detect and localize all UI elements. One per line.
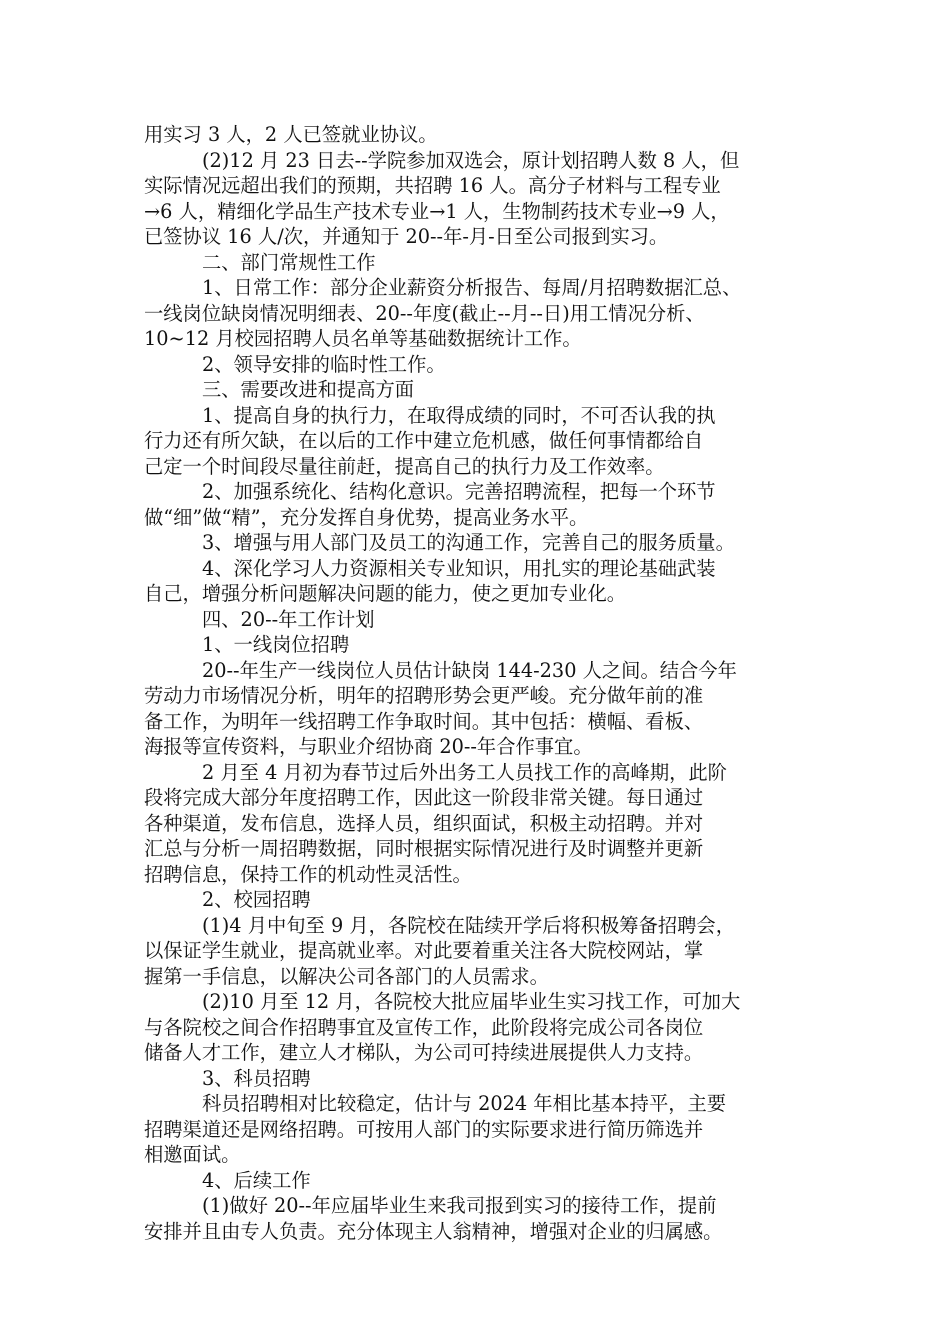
text-line: 已签协议 16 人/次，并通知于 20--年-月-日至公司报到实习。 [144, 225, 669, 248]
text-line: 用实习 3 人，2 人已签就业协议。 [144, 123, 438, 146]
text-line: 三、需要改进和提高方面 [202, 378, 415, 401]
text-line: 储备人才工作，建立人才梯队，为公司可持续进展提供人力支持。 [144, 1041, 704, 1064]
text-line: 四、20--年工作计划 [202, 607, 375, 631]
text-line: 2、加强系统化、结构化意识。完善招聘流程，把每一个环节 [202, 480, 716, 503]
text-line: (1)4 月中旬至 9 月，各院校在陆续开学后将积极筹备招聘会， [202, 913, 735, 937]
text-line: 招聘信息，保持工作的机动性灵活性。 [144, 862, 472, 886]
text-line: 与各院校之间合作招聘事宜及宣传工作，此阶段将完成公司各岗位 [144, 1015, 704, 1039]
text-line: 劳动力市场情况分析，明年的招聘形势会更严峻。充分做年前的准 [144, 684, 704, 707]
text-line: 实际情况远超出我们的预期，共招聘 16 人。高分子材料与工程专业 [144, 174, 721, 197]
text-line: (2)10 月至 12 月，各院校大批应届毕业生实习找工作，可加大 [202, 990, 741, 1013]
text-line: 2、校园招聘 [202, 888, 311, 911]
text-line: 4、深化学习人力资源相关专业知识，用扎实的理论基础武装 [202, 556, 716, 580]
text-line: 汇总与分析一周招聘数据，同时根据实际情况进行及时调整并更新 [144, 837, 704, 860]
text-line: 2 月至 4 月初为春节过后外出务工人员找工作的高峰期，此阶 [202, 760, 727, 784]
text-line: 己定一个时间段尽量往前赶，提高自己的执行力及工作效率。 [144, 454, 665, 478]
text-line: 二、部门常规性工作 [202, 250, 376, 274]
text-line: 3、增强与用人部门及员工的沟通工作，完善自己的服务质量。 [202, 531, 735, 554]
text-line: 10~12 月校园招聘人员名单等基础数据统计工作。 [144, 327, 582, 350]
text-line: 1、提高自身的执行力，在取得成绩的同时，不可否认我的执 [202, 403, 716, 427]
text-line: 行力还有所欠缺，在以后的工作中建立危机感，做任何事情都给自 [144, 429, 704, 452]
text-line: 4、后续工作 [202, 1168, 311, 1192]
text-line: 一线岗位缺岗情况明细表、20--年度(截止--月--日)用工情况分析、 [144, 301, 705, 325]
text-line: 20--年生产一线岗位人员估计缺岗 144-230 人之间。结合今年 [202, 658, 737, 682]
text-line: 自己，增强分析问题解决问题的能力，使之更加专业化。 [144, 582, 627, 605]
text-line: 1、一线岗位招聘 [202, 633, 350, 656]
document-body [144, 122, 824, 1244]
text-line: 安排并且由专人负责。充分体现主人翁精神，增强对企业的归属感。 [144, 1219, 723, 1243]
text-line: 3、科员招聘 [202, 1066, 311, 1090]
text-line: 以保证学生就业，提高就业率。对此要着重关注各大院校网站，掌 [144, 939, 704, 962]
text-line: (2)12 月 23 日去--学院参加双选会，原计划招聘人数 8 人，但 [202, 148, 740, 172]
text-line: 1、日常工作：部分企业薪资分析报告、每周/月招聘数据汇总、 [202, 276, 742, 299]
text-line: →6 人，精细化学品生产技术专业→1 人，生物制药技术专业→9 人， [144, 199, 730, 223]
text-line: 招聘渠道还是网络招聘。可按用人部门的实际要求进行简历筛选并 [144, 1117, 704, 1141]
text-line: 段将完成大部分年度招聘工作，因此这一阶段非常关键。每日通过 [144, 786, 704, 809]
text-line: 各种渠道，发布信息，选择人员，组织面试，积极主动招聘。并对 [144, 811, 704, 835]
text-line: 2、领导安排的临时性工作。 [202, 352, 446, 376]
text-line: 握第一手信息，以解决公司各部门的人员需求。 [144, 964, 549, 988]
text-line: 海报等宣传资料，与职业介绍协商 20--年合作事宜。 [144, 735, 593, 758]
text-line: 科员招聘相对比较稳定，估计与 2024 年相比基本持平，主要 [202, 1092, 727, 1115]
text-line: (1)做好 20--年应届毕业生来我司报到实习的接待工作，提前 [202, 1194, 717, 1217]
text-line: 相邀面试。 [144, 1143, 241, 1166]
text-line: 做“细”做“精”，充分发挥自身优势，提高业务水平。 [144, 505, 589, 529]
text-line: 备工作，为明年一线招聘工作争取时间。其中包括：横幅、看板、 [144, 709, 704, 733]
